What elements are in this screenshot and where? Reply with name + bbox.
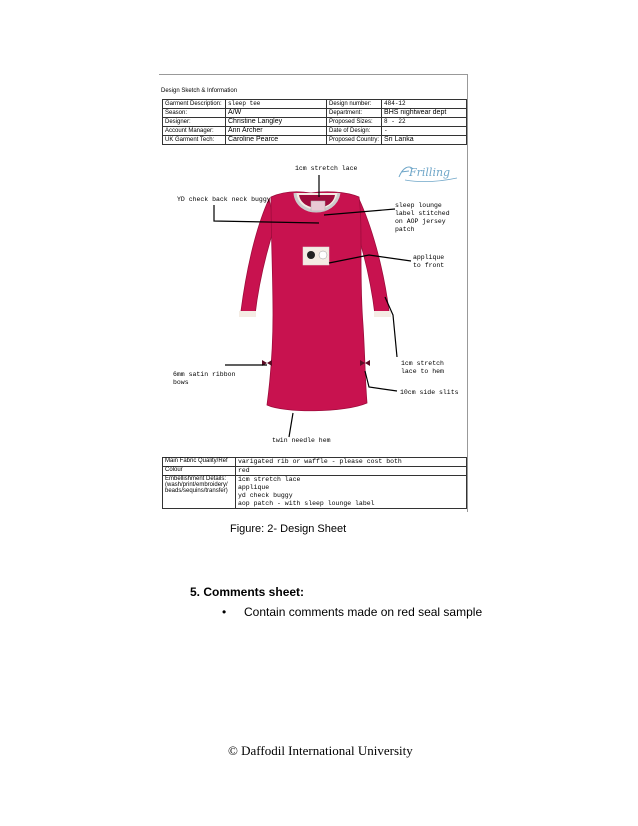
label-department: Department:	[327, 109, 382, 118]
sheet-header: Design Sketch & Information	[161, 88, 238, 94]
value-season: A/W	[226, 109, 327, 118]
value-designer: Christine Langley	[226, 118, 327, 127]
label-date-of-design: Date of Design:	[327, 127, 382, 136]
fabric-table	[162, 457, 467, 509]
label-season: Season:	[163, 109, 226, 118]
label-colour: Colour	[163, 467, 236, 476]
right-cuff-lace	[374, 311, 391, 317]
value-account-manager: Ann Archer	[226, 127, 327, 136]
footer-copyright: © Daffodil International University	[228, 743, 413, 758]
label-designer: Designer:	[163, 118, 226, 127]
value-department: BHS nightwear dept	[382, 109, 467, 118]
label-embellishment: Embellishment Details: (wash/print/embroidery/ beads/sequins/transfer)	[163, 476, 236, 509]
bullet-text: Contain comments made on red seal sample	[244, 605, 483, 619]
check-buggy	[311, 201, 325, 211]
value-proposed-country: Sri Lanka	[382, 136, 467, 145]
label-garment-description: Garment Description:	[163, 100, 226, 109]
annotation-satin: 6mm satin ribbon bows	[173, 371, 236, 386]
annotation-yd-check: YD check back neck buggy	[177, 196, 271, 203]
label-design-number: Design number:	[327, 100, 382, 109]
label-proposed-sizes: Proposed Sizes:	[327, 118, 382, 127]
label-account-manager: Account Manager:	[163, 127, 226, 136]
bullet-icon: •	[222, 605, 227, 619]
label-main-fabric: Main Fabric Quality/Ref	[163, 458, 236, 467]
value-colour: red	[236, 467, 467, 476]
annotation-stretch-hem: 1cm stretch lace to hem	[401, 360, 444, 375]
applique-cat	[307, 251, 315, 259]
table-row	[163, 476, 467, 509]
logo-text: Frilling	[409, 166, 451, 179]
section-heading: 5. Comments sheet:	[190, 585, 305, 599]
dress-sketch	[159, 75, 467, 512]
value-main-fabric: varigated rib or waffle - please cost both	[236, 458, 467, 467]
value-garment-description: sleep tee	[226, 100, 327, 109]
leader-twin-needle	[289, 413, 293, 437]
value-embellishment: 1cm stretch lace applique yd check buggy aop patch - with sleep lounge label	[236, 476, 467, 509]
dress-body	[267, 192, 367, 411]
annotation-applique: applique to front	[413, 254, 445, 269]
applique-dog	[319, 251, 327, 259]
design-sheet	[159, 74, 468, 512]
value-uk-garment-tech: Caroline Pearce	[226, 136, 327, 145]
annotation-slits: 10cm side slits	[400, 389, 459, 396]
leader-slits	[365, 371, 397, 391]
annotation-stretch-lace: 1cm stretch lace	[295, 165, 358, 172]
table-row	[163, 467, 467, 476]
annotation-sleep-lounge: sleep lounge label stitched on AOP jersey patch	[395, 202, 450, 233]
value-design-number: 484-12	[382, 100, 467, 109]
label-proposed-country: Proposed Country:	[327, 136, 382, 145]
left-sleeve	[241, 199, 275, 315]
left-cuff-lace	[239, 311, 256, 317]
value-date-of-design: -	[382, 127, 467, 136]
figure-caption: Figure: 2- Design Sheet	[230, 523, 347, 535]
label-uk-garment-tech: UK Garment Tech:	[163, 136, 226, 145]
value-proposed-sizes: 8 - 22	[382, 118, 467, 127]
annotation-twin-needle: twin needle hem	[272, 437, 331, 444]
table-row	[163, 458, 467, 467]
